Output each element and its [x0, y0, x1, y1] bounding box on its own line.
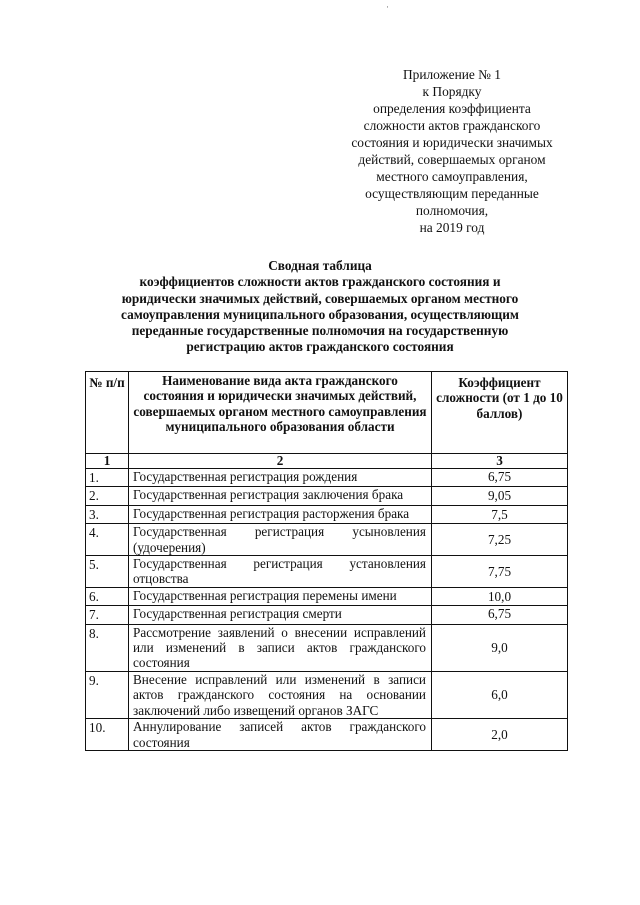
row-name: Внесение исправлений или изменений в записи актов гражданского состояния на основании заключений либо извещений органов ЗАГС — [129, 671, 432, 718]
appendix-line: действий, совершаемых органом — [358, 152, 546, 167]
appendix-line: полномочия, — [415, 203, 489, 218]
appendix-line: состояния и юридически значимых — [351, 135, 553, 150]
appendix-line: к Порядку — [422, 84, 482, 99]
row-value: 9,05 — [432, 487, 568, 505]
title-line: коэффициентов сложности актов гражданского состояния и — [139, 274, 501, 290]
row-number: 1. — [86, 469, 129, 487]
document-title — [60, 258, 580, 356]
row-value: 6,75 — [432, 469, 568, 487]
row-name: Государственная регистрация установления отцовства — [129, 556, 432, 588]
title-line: переданные государственные полномочия на государственную — [131, 323, 509, 339]
row-name: Государственная регистрация смерти — [129, 606, 432, 624]
row-name: Государственная регистрация перемены имени — [129, 587, 432, 605]
row-number: 10. — [86, 719, 129, 751]
appendix-line: осуществляющим переданные — [365, 186, 539, 201]
appendix-block — [318, 66, 586, 236]
scan-mark: · — [386, 2, 389, 12]
appendix-line: местного самоуправления, — [376, 169, 528, 184]
title-line: Сводная таблица — [268, 258, 372, 273]
header-number: № п/п — [86, 372, 129, 454]
column-index: 1 — [86, 454, 129, 469]
table-row — [86, 719, 568, 751]
row-name: Государственная регистрация расторжения брака — [129, 505, 432, 523]
title-line: регистрацию актов гражданского состояния — [186, 339, 454, 355]
row-value: 7,25 — [432, 524, 568, 556]
row-number: 8. — [86, 624, 129, 671]
table-row — [86, 469, 568, 487]
appendix-line: сложности актов гражданского — [363, 118, 541, 133]
table-header-row — [86, 372, 568, 454]
appendix-line: Приложение № 1 — [402, 67, 502, 82]
row-value: 10,0 — [432, 587, 568, 605]
table-row — [86, 671, 568, 718]
column-index-row — [86, 454, 568, 469]
appendix-line: определения коэффициента — [373, 101, 531, 116]
row-number: 9. — [86, 671, 129, 718]
appendix-line: на 2019 год — [419, 220, 485, 235]
table-row — [86, 505, 568, 523]
header-coefficient: Коэффициент сложности (от 1 до 10 баллов) — [432, 372, 568, 454]
row-number: 5. — [86, 556, 129, 588]
title-line: самоуправления муниципального образования, осуществляющим — [121, 306, 519, 322]
row-value: 7,75 — [432, 556, 568, 588]
coefficient-table — [85, 371, 568, 751]
row-value: 6,75 — [432, 606, 568, 624]
row-number: 4. — [86, 524, 129, 556]
row-name: Государственная регистрация заключения брака — [129, 487, 432, 505]
column-index: 2 — [129, 454, 432, 469]
row-number: 6. — [86, 587, 129, 605]
row-number: 2. — [86, 487, 129, 505]
row-name: Государственная регистрация рождения — [129, 469, 432, 487]
table-row — [86, 487, 568, 505]
column-index: 3 — [432, 454, 568, 469]
table-row — [86, 606, 568, 624]
row-value: 9,0 — [432, 624, 568, 671]
row-name: Аннулирование записей актов гражданского состояния — [129, 719, 432, 751]
row-value: 7,5 — [432, 505, 568, 523]
table-row — [86, 556, 568, 588]
row-value: 2,0 — [432, 719, 568, 751]
table-row — [86, 624, 568, 671]
row-number: 7. — [86, 606, 129, 624]
row-name: Рассмотрение заявлений о внесении исправлений или изменений в записи актов гражданского состояния — [129, 624, 432, 671]
row-number: 3. — [86, 505, 129, 523]
table-row — [86, 587, 568, 605]
title-line: юридически значимых действий, совершаемых органом местного — [121, 290, 519, 306]
table-row — [86, 524, 568, 556]
row-name: Государственная регистрация усыновления (удочерения) — [129, 524, 432, 556]
header-name: Наименование вида акта гражданского состояния и юридически значимых действий, совершаемых органом местного самоуправления муниципального образования области — [129, 372, 432, 454]
row-value: 6,0 — [432, 671, 568, 718]
